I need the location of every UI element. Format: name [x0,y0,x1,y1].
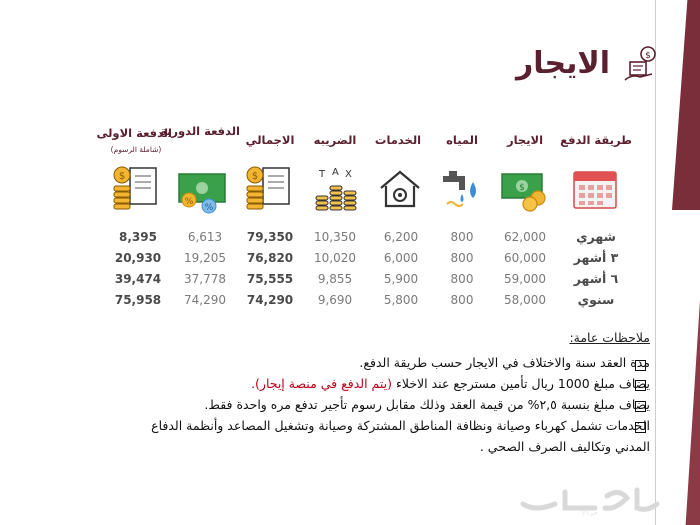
decorative-bottom-band [676,300,700,525]
svg-text:%: % [184,197,194,207]
cell-first: 8,395 [119,230,157,244]
cell-services: 5,900 [383,272,419,286]
cell-services: 6,200 [383,230,419,244]
haraj-watermark-logo [515,482,665,516]
header-first-sub: (شاملة الرسوم) [110,145,162,154]
house-gear-icon [375,166,425,212]
note-text: المدني وتكاليف الصرف الصحي . [479,439,650,454]
cell-total: 76,820 [246,251,294,265]
cell-first: 75,958 [114,293,162,307]
row-label: سنوي [577,292,615,307]
cell-water: 800 [450,251,474,265]
note-text: يضاف مبلغ بنسبة ٢,٥% من قيمة العقد وذلك مقابل رسوم تأجير تدفع مره واحدة فقط. [204,397,650,412]
header-payment-method: طريقة الدفع [560,133,632,147]
row-label: ٦ أشهر [573,271,619,286]
note-item [251,376,650,391]
cell-services: 6,000 [383,251,419,265]
note-item [359,355,650,370]
money-hand-icon [622,44,660,84]
cell-total: 74,290 [246,293,294,307]
decorative-top-band [672,0,700,210]
cell-water: 800 [450,230,474,244]
cell-tax: 10,350 [314,230,356,244]
water-tap-icon [437,166,487,212]
header-water: المياه [446,133,478,147]
cell-periodic: 37,778 [184,272,226,286]
note-item-continued [480,439,650,454]
cell-tax: 9,690 [317,293,353,307]
svg-text:$: $ [251,171,259,182]
header-services: الخدمات [374,133,422,147]
cell-water: 800 [450,272,474,286]
cell-services: 5,800 [383,293,419,307]
cell-water: 800 [450,293,474,307]
cell-tax: 10,020 [314,251,356,265]
row-label: ٣ أشهر [573,250,619,265]
svg-text:$: $ [645,51,651,61]
cell-total: 79,350 [246,230,294,244]
note-text: يضاف مبلغ 1000 ريال تأمين مسترجع عند الاخلاء [395,376,650,391]
cash-coins-icon [500,166,550,212]
header-first: الدفعة الاولى [96,126,172,140]
note-text: الخدمات تشمل كهرباء وصيانة ونظافة المناطق المشتركة وصيانة وتشغيل المصاعد وأنظمة الدفاع [151,418,650,433]
notes-heading: ملاحظات عامة: [569,330,650,345]
cell-rent: 60,000 [504,251,546,265]
cell-total: 75,555 [246,272,294,286]
svg-text:$: $ [519,183,525,193]
svg-text:%: % [204,203,214,213]
svg-text:T: T [319,169,326,180]
tax-coins-icon [311,166,361,212]
header-rent: الايجار [506,133,544,147]
page-title: الايجار [515,46,610,81]
calendar-icon [570,166,620,212]
cell-rent: 58,000 [504,293,546,307]
header-total: الاجمالي [245,133,295,147]
header-tax: الضريبه [313,133,357,147]
header-periodic: الدفعة الدورية [160,124,240,138]
svg-text:$: $ [118,171,126,182]
note-item [151,418,650,433]
periodic-payment-icon [177,168,227,214]
note-item [204,397,650,412]
cell-rent: 62,000 [504,230,546,244]
total-receipt-icon [243,164,293,210]
svg-text:A: A [332,167,339,178]
cell-first: 39,474 [114,272,162,286]
note-text: مدة العقد سنة والاختلاف في الايجار حسب طريقة الدفع. [359,355,650,370]
note-highlight: (يتم الدفع في منصة إيجار). [251,376,392,391]
svg-text:حراج: حراج [581,508,599,516]
svg-text:X: X [345,169,352,180]
cell-periodic: 6,613 [187,230,223,244]
cell-periodic: 74,290 [184,293,226,307]
cell-tax: 9,855 [317,272,353,286]
cell-periodic: 19,205 [184,251,226,265]
cell-first: 20,930 [114,251,162,265]
row-label: شهري [576,229,616,244]
first-payment-icon [110,164,160,210]
cell-rent: 59,000 [504,272,546,286]
